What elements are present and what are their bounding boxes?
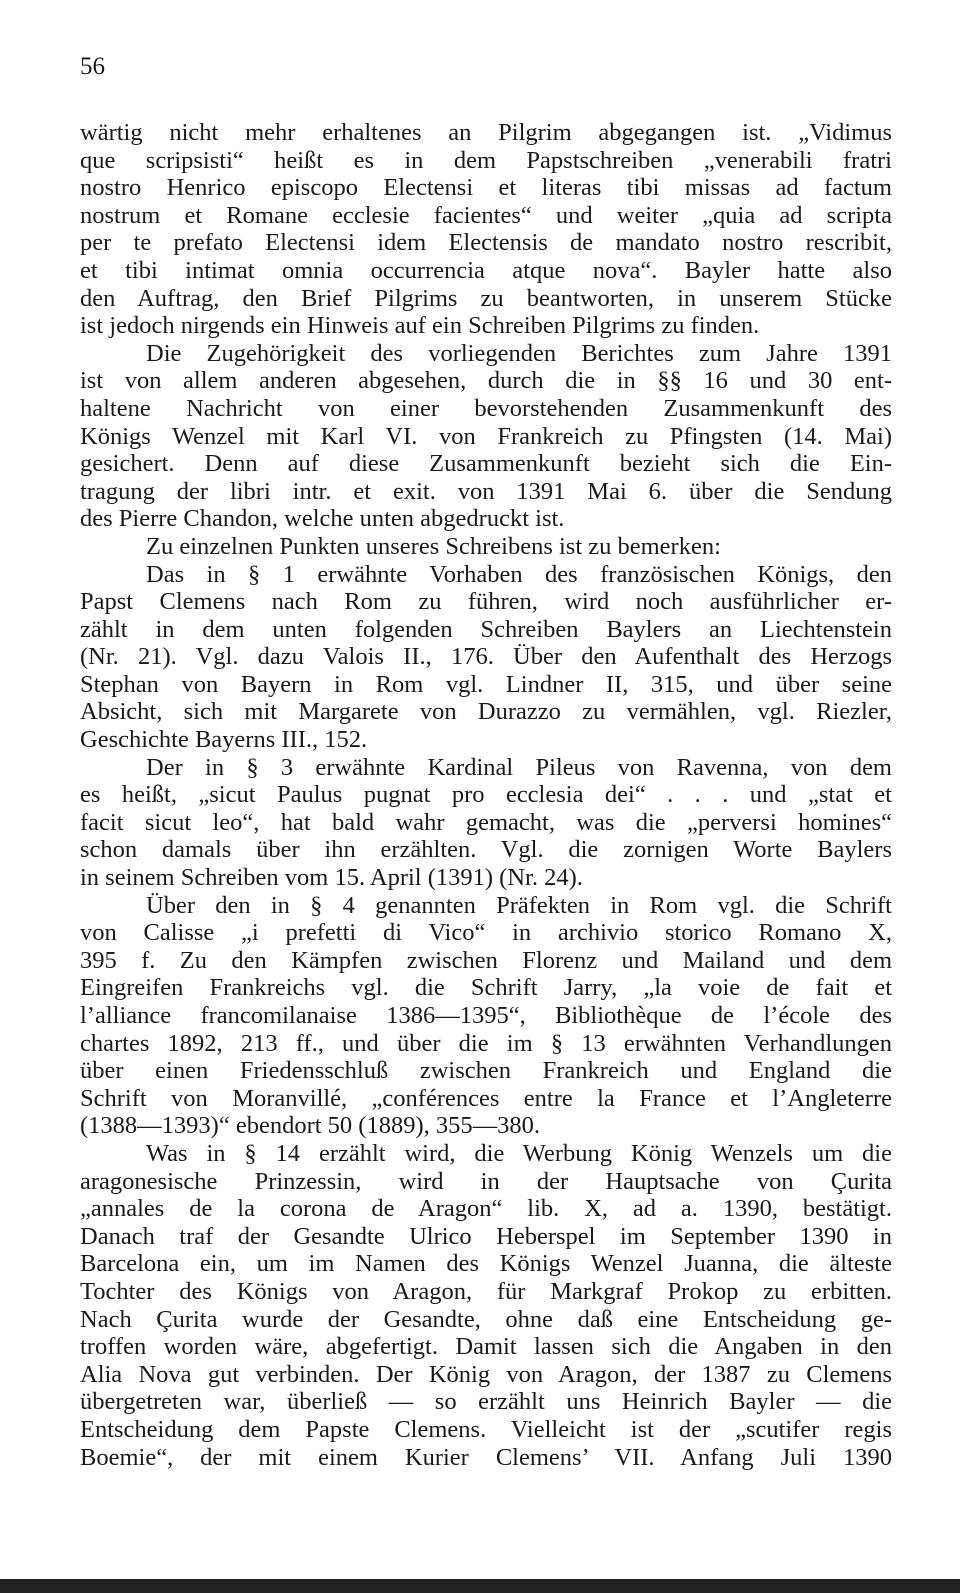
- paragraph: [80, 533, 892, 561]
- text-line: in seinem Schreiben vom 15. April (1391) (Nr. 24).: [80, 864, 583, 892]
- text-line: Schrift von Moranvillé, „conférences entre la France et l’Angleterre: [80, 1084, 892, 1112]
- text-line: über einen Friedensschluß zwischen Frankreich und England die: [80, 1057, 892, 1085]
- text-line: Absicht, sich mit Margarete von Durazzo zu vermählen, vgl. Riezler,: [80, 698, 892, 726]
- text-line: schon damals über ihn erzählten. Vgl. die zornigen Worte Baylers: [80, 836, 892, 864]
- text-line: Das in § 1 erwähnte Vorhaben des französischen Königs, den: [146, 560, 892, 588]
- text-line: Was in § 14 erzählt wird, die Werbung König Wenzels um die: [146, 1139, 892, 1167]
- page-number: 56: [80, 53, 105, 80]
- text-line: übergetreten war, überließ — so erzählt uns Heinrich Bayler — die: [80, 1388, 892, 1416]
- text-line: et tibi intimat omnia occurrencia atque nova“. Bayler hatte also: [80, 256, 892, 284]
- scan-bottom-edge: [0, 1579, 960, 1593]
- text-line: Geschichte Bayerns III., 152.: [80, 726, 368, 754]
- text-line: nostrum et Romane ecclesie facientes“ und weiter „quia ad scripta: [80, 201, 892, 229]
- text-line: Der in § 3 erwähnte Kardinal Pileus von Ravenna, von dem: [146, 753, 892, 781]
- text-line: troffen worden wäre, abgefertigt. Damit lassen sich die Angaben in den: [80, 1333, 892, 1361]
- paragraph: [80, 892, 892, 1140]
- text-line: von Calisse „i prefetti di Vico“ in archivio storico Romano X,: [80, 919, 892, 947]
- text-line: Eingreifen Frankreichs vgl. die Schrift Jarry, „la voie de fait et: [80, 974, 892, 1002]
- body-text: [80, 119, 892, 1471]
- text-line: Boemie“, der mit einem Kurier Clemens’ VII. Anfang Juli 1390: [80, 1443, 892, 1471]
- text-line: tragung der libri intr. et exit. von 1391 Mai 6. über die Sendung: [80, 477, 892, 505]
- text-line: per te prefato Electensi idem Electensis de mandato nostro rescribit,: [80, 229, 892, 257]
- text-line: haltene Nachricht von einer bevorstehenden Zusammenkunft des: [80, 394, 892, 422]
- text-line: den Auftrag, den Brief Pilgrims zu beantworten, in unserem Stücke: [80, 284, 892, 312]
- paragraph: [80, 340, 892, 533]
- text-line: Über den in § 4 genannten Präfekten in Rom vgl. die Schrift: [146, 891, 892, 919]
- text-line: (Nr. 21). Vgl. dazu Valois II., 176. Über den Aufenthalt des Herzogs: [80, 643, 892, 671]
- text-line: Tochter des Königs von Aragon, für Markgraf Prokop zu erbitten.: [80, 1277, 892, 1305]
- text-line: aragonesische Prinzessin, wird in der Hauptsache von Çurita: [80, 1167, 892, 1195]
- text-line: l’alliance francomilanaise 1386—1395“, Bibliothèque de l’école des: [80, 1002, 892, 1029]
- text-line: gesichert. Denn auf diese Zusammenkunft bezieht sich die Ein-: [80, 450, 892, 478]
- text-line: Papst Clemens nach Rom zu führen, wird noch ausführlicher er-: [80, 588, 892, 616]
- text-line: des Pierre Chandon, welche unten abgedruckt ist.: [80, 505, 565, 533]
- text-line: 395 f. Zu den Kämpfen zwischen Florenz und Mailand und dem: [80, 946, 892, 974]
- text-line: ist von allem anderen abgesehen, durch die in §§ 16 und 30 ent-: [80, 367, 892, 395]
- text-line: Stephan von Bayern in Rom vgl. Lindner II, 315, und über seine: [80, 670, 892, 698]
- text-line: (1388—1393)“ ebendort 50 (1889), 355—380.: [80, 1112, 540, 1140]
- text-line: ist jedoch nirgends ein Hinweis auf ein Schreiben Pilgrims zu finden.: [80, 312, 760, 340]
- text-line: Nach Çurita wurde der Gesandte, ohne daß eine Entscheidung ge-: [80, 1305, 892, 1333]
- text-line: que scripsisti“ heißt es in dem Papstschreiben „venerabili fratri: [80, 146, 892, 174]
- paragraph: [80, 561, 892, 754]
- text-line: Barcelona ein, um im Namen des Königs Wenzel Juanna, die älteste: [80, 1250, 892, 1278]
- text-line: Alia Nova gut verbinden. Der König von Aragon, der 1387 zu Clemens: [80, 1360, 892, 1388]
- text-line: es heißt, „sicut Paulus pugnat pro ecclesia dei“ . . . und „stat et: [80, 781, 892, 809]
- text-line: Königs Wenzel mit Karl VI. von Frankreich zu Pfingsten (14. Mai): [80, 422, 892, 450]
- text-line: chartes 1892, 213 ff., und über die im § 13 erwähnten Verhandlungen: [80, 1029, 892, 1057]
- paragraph: [80, 1140, 892, 1471]
- paragraph: [80, 754, 892, 892]
- text-line: Danach traf der Gesandte Ulrico Heberspel im September 1390 in: [80, 1222, 892, 1250]
- paragraph: [80, 119, 892, 340]
- text-line: wärtig nicht mehr erhaltenes an Pilgrim abgegangen ist. „Vidimus: [80, 119, 892, 146]
- text-line: „annales de la corona de Aragon“ lib. X, ad a. 1390, bestätigt.: [80, 1195, 892, 1223]
- text-line: nostro Henrico episcopo Electensi et literas tibi missas ad factum: [80, 174, 892, 202]
- text-line: zählt in dem unten folgenden Schreiben Baylers an Liechtenstein: [80, 615, 892, 643]
- text-line: Die Zugehörigkeit des vorliegenden Berichtes zum Jahre 1391: [146, 339, 892, 367]
- text-line: facit sicut leo“, hat bald wahr gemacht, was die „perversi homines“: [80, 808, 892, 836]
- text-line: Zu einzelnen Punkten unseres Schreibens ist zu bemerken:: [146, 532, 721, 560]
- text-line: Entscheidung dem Papste Clemens. Vielleicht ist der „scutifer regis: [80, 1415, 892, 1443]
